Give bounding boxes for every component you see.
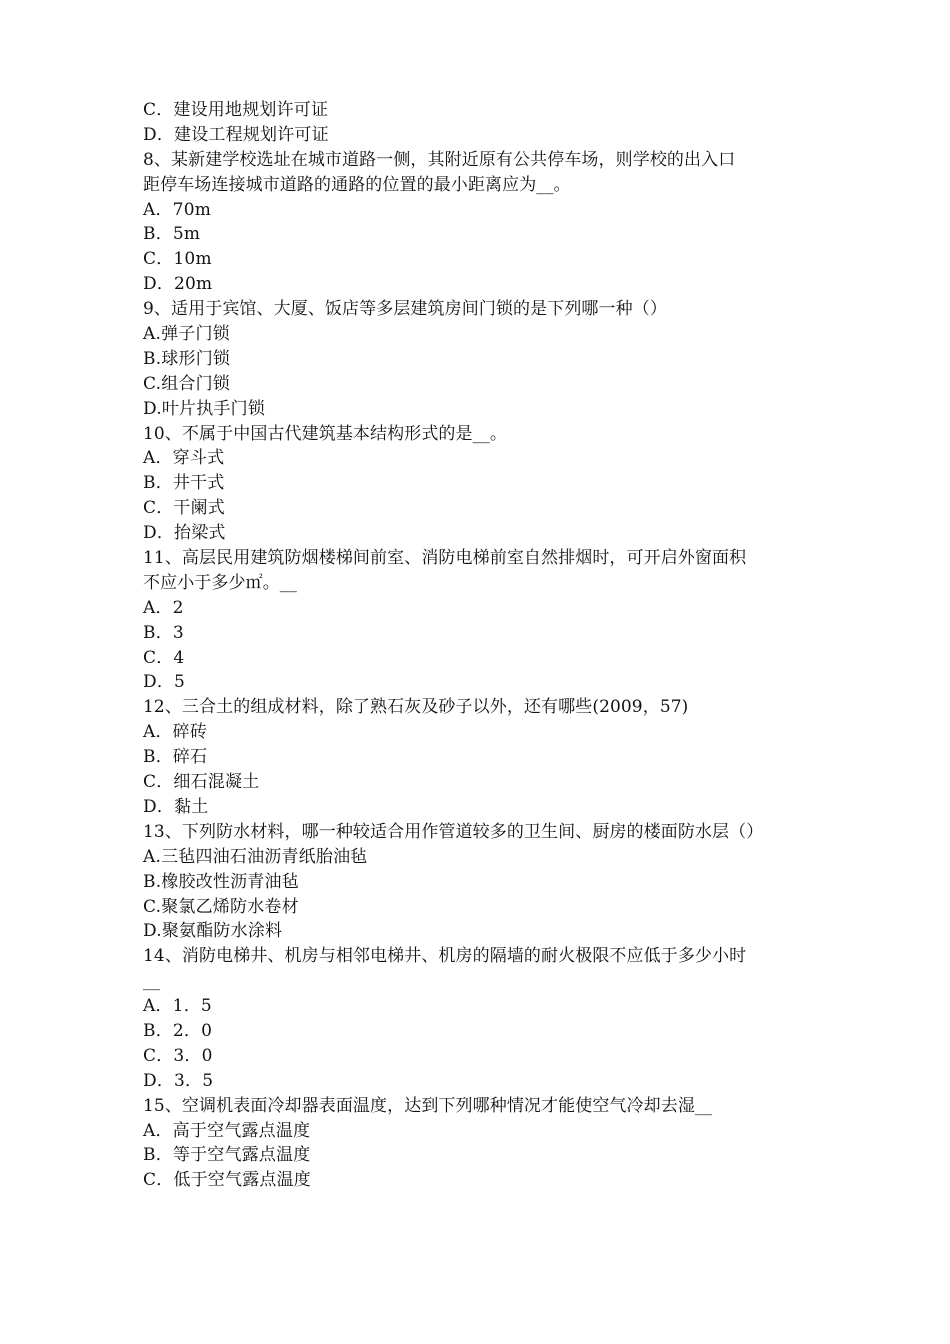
question-line: 13、下列防水材料，哪一种较适合用作管道较多的卫生间、厨房的楼面防水层（） <box>143 821 764 842</box>
question-text-body <box>143 98 823 1193</box>
question-line: __ <box>143 971 161 992</box>
answer-option-line: A．2 <box>143 597 184 618</box>
answer-option-line: D．20m <box>143 274 213 295</box>
answer-option-line: A．70m <box>143 199 212 220</box>
question-line: 15、空调机表面冷却器表面温度，达到下列哪种情况才能使空气冷却去湿__ <box>143 1095 713 1116</box>
answer-option-line: C．10m <box>143 249 212 270</box>
question-line: 8、某新建学校选址在城市道路一侧，其附近原有公共停车场，则学校的出入口 <box>143 149 736 170</box>
answer-option-line: C.聚氯乙烯防水卷材 <box>143 896 299 917</box>
question-line: 14、消防电梯井、机房与相邻电梯井、机房的隔墙的耐火极限不应低于多少小时 <box>143 946 747 967</box>
answer-option-line: D．黏土 <box>143 796 209 817</box>
answer-option-line: D．建设工程规划许可证 <box>143 124 329 145</box>
answer-option-line: A．1．5 <box>143 996 212 1017</box>
answer-option-line: A.三毡四油石油沥青纸胎油毡 <box>143 846 368 867</box>
answer-option-line: B．碎石 <box>143 747 208 768</box>
question-line: 距停车场连接城市道路的通路的位置的最小距离应为__。 <box>143 174 571 195</box>
question-line: 不应小于多少㎡。__ <box>143 572 297 593</box>
answer-option-line: C．细石混凝土 <box>143 772 260 793</box>
answer-option-line: C．低于空气露点温度 <box>143 1170 312 1191</box>
answer-option-line: C．干阑式 <box>143 498 226 519</box>
answer-option-line: A．高于空气露点温度 <box>143 1120 311 1141</box>
question-line: 12、三合土的组成材料，除了熟石灰及砂子以外，还有哪些(2009，57) <box>143 697 689 718</box>
answer-option-line: D．抬梁式 <box>143 523 226 544</box>
question-line: 9、适用于宾馆、大厦、饭店等多层建筑房间门锁的是下列哪一种（） <box>143 299 667 320</box>
answer-option-line: C．3．0 <box>143 1045 213 1066</box>
answer-option-line: D．3．5 <box>143 1070 214 1091</box>
answer-option-line: B．3 <box>143 622 184 643</box>
question-line: 11、高层民用建筑防烟楼梯间前室、消防电梯前室自然排烟时，可开启外窗面积 <box>143 548 747 569</box>
answer-option-line: A．穿斗式 <box>143 448 225 469</box>
answer-option-line: A．碎砖 <box>143 722 208 743</box>
answer-option-line: D.聚氨酯防水涂料 <box>143 921 283 942</box>
answer-option-line: C.组合门锁 <box>143 373 231 394</box>
answer-option-line: B．井干式 <box>143 473 225 494</box>
answer-option-line: A.弹子门锁 <box>143 324 230 345</box>
answer-option-line: B．等于空气露点温度 <box>143 1145 311 1166</box>
answer-option-line: B.球形门锁 <box>143 348 231 369</box>
answer-option-line: D．5 <box>143 672 186 693</box>
answer-option-line: B.橡胶改性沥青油毡 <box>143 871 299 892</box>
answer-option-line: C．4 <box>143 647 185 668</box>
answer-option-line: C．建设用地规划许可证 <box>143 100 329 120</box>
answer-option-line: B．2．0 <box>143 1020 213 1041</box>
answer-option-line: D.叶片执手门锁 <box>143 398 266 419</box>
question-line: 10、不属于中国古代建筑基本结构形式的是__。 <box>143 423 507 444</box>
answer-option-line: B．5m <box>143 224 201 245</box>
